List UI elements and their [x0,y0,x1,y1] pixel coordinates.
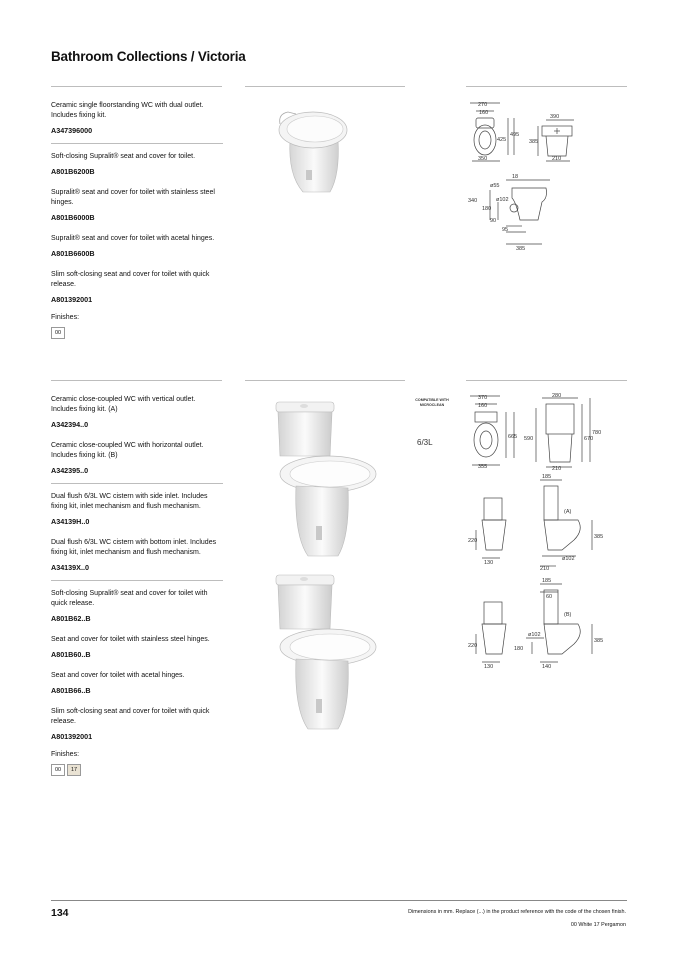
item-separator [51,143,223,144]
page-number: 134 [51,907,69,919]
product-code: A34139X..0 [51,563,89,572]
section2-item [51,635,223,660]
section1-item [51,270,223,305]
dim-label: 495 [510,132,520,138]
product-code: A801B66..B [51,686,91,695]
floorstanding-wc-drawing [466,98,626,258]
product-description: Ceramic close-coupled WC with horizontal outlet. Includes fixing kit. (B) [51,442,204,459]
dim-label: 780 [592,430,602,436]
dim-label: 385 [529,139,539,145]
product-code: A34139H..0 [51,517,90,526]
section1-item [51,234,223,259]
item-separator [51,580,223,581]
dim-label: 210 [552,156,562,162]
product-code: A801B6000B [51,213,95,222]
dim-label: 385 [594,638,604,644]
dim-label: 210 [552,466,562,472]
product-code: A801B62..B [51,614,91,623]
section2-item [51,671,223,696]
dim-label: 18 [512,174,519,180]
finish-swatches [51,327,223,339]
dim-label: 670 [584,436,594,442]
product-code: A342394..0 [51,420,89,429]
dim-label: 220 [468,538,478,544]
item-separator [51,483,223,484]
dim-label: 280 [552,393,562,399]
product-code: A801B60..B [51,650,91,659]
close-coupled-wc-photo-a [266,396,381,561]
dim-label: 370 [478,395,488,401]
floorstanding-wc-photo [268,100,358,195]
section2-item [51,538,223,573]
product-code: A801392001 [51,732,93,741]
product-description: Seat and cover for toilet with stainless steel hinges. [51,636,210,643]
dim-label: 270 [478,102,488,108]
product-description: Soft-closing Supralit® seat and cover for toilet with quick release. [51,590,208,607]
finishes-label: Finishes: [51,314,80,321]
close-coupled-wc-drawing [466,390,626,680]
footer-finish-legend: 00 White 17 Pergamon [570,922,626,928]
microclean-badge: COMPATIBLE WITH MICROCLEAN [415,398,449,407]
close-coupled-wc-photo-b [266,569,381,734]
dim-label: 160 [479,110,489,116]
product-description: Supralit® seat and cover for toilet with stainless steel hinges. [51,189,215,206]
finish-swatch-white: 00 [51,764,65,776]
section1-item [51,101,223,136]
product-code: A342395..0 [51,466,89,475]
product-code: A801B6600B [51,249,95,258]
dim-label: 590 [524,436,534,442]
section1-product-list [51,101,223,339]
dim-label: 160 [478,403,488,409]
dim-label: ø102 [562,556,575,562]
product-description: Dual flush 6/3L WC cistern with bottom inlet. Includes fixing kit, inlet mechanism and flush mechanism. [51,539,217,556]
dim-label: ø55 [490,183,500,189]
dim-label: 180 [482,206,492,212]
product-code: A347396000 [51,126,93,135]
dim-label: 180 [514,646,524,652]
dim-label: 425 [497,137,507,143]
dim-label: 355 [478,464,488,470]
dim-label: (B) [564,612,572,618]
dim-label: (A) [564,509,572,515]
dim-label: ø102 [528,632,541,638]
section2-rule-mid [245,380,405,381]
dim-label: 185 [542,474,552,480]
dim-label: 60 [546,594,553,600]
flush-volume-badge: 6/3L [417,438,433,447]
section1-item [51,152,223,177]
footer-rule [51,900,627,901]
section1-rule-mid [245,86,405,87]
finish-swatches [51,764,223,776]
page-title: Bathroom Collections / Victoria [51,49,246,64]
dim-label: 90 [490,218,497,224]
finish-swatch-white: 00 [51,327,65,339]
footer-note: Dimensions in mm. Replace (...) in the product reference with the code of the chosen finish. [408,909,626,915]
section2-item [51,707,223,742]
dim-label: 140 [542,664,552,670]
dim-label: 130 [484,664,494,670]
dim-label: 350 [478,156,488,162]
dim-label: 185 [542,578,552,584]
section2-product-list [51,395,223,776]
dim-label: 210 [540,566,550,572]
section2-item [51,589,223,624]
dim-label: 390 [550,114,560,120]
section1-rule-right [466,86,627,87]
product-code: A801392001 [51,295,93,304]
section1-item [51,188,223,223]
dim-label: ø102 [496,197,509,203]
product-description: Ceramic single floorstanding WC with dual outlet. Includes fixing kit. [51,102,204,119]
dim-label: 340 [468,198,478,204]
dim-label: 95 [502,227,509,233]
dim-label: 665 [508,434,518,440]
dim-label: 220 [468,643,478,649]
product-description: Ceramic close-coupled WC with vertical outlet. Includes fixing kit. (A) [51,396,196,413]
section2-rule-right [466,380,627,381]
dim-label: 385 [594,534,604,540]
section2-item [51,395,223,430]
section1-rule-left [51,86,222,87]
product-description: Slim soft-closing seat and cover for toilet with quick release. [51,708,210,725]
dim-label: 385 [516,246,526,252]
dim-label: 130 [484,560,494,566]
finishes-label: Finishes: [51,751,80,758]
product-description: Dual flush 6/3L WC cistern with side inlet. Includes fixing kit, inlet mechanism and flush mechanism. [51,493,208,510]
product-description: Slim soft-closing seat and cover for toilet with quick release. [51,271,210,288]
product-description: Soft-closing Supralit® seat and cover for toilet. [51,153,196,160]
product-code: A801B6200B [51,167,95,176]
section2-item [51,441,223,476]
product-description: Supralit® seat and cover for toilet with acetal hinges. [51,235,215,242]
section2-item [51,492,223,527]
section2-rule-left [51,380,222,381]
finish-swatch-pergamon: 17 [67,764,81,776]
product-description: Seat and cover for toilet with acetal hinges. [51,672,185,679]
